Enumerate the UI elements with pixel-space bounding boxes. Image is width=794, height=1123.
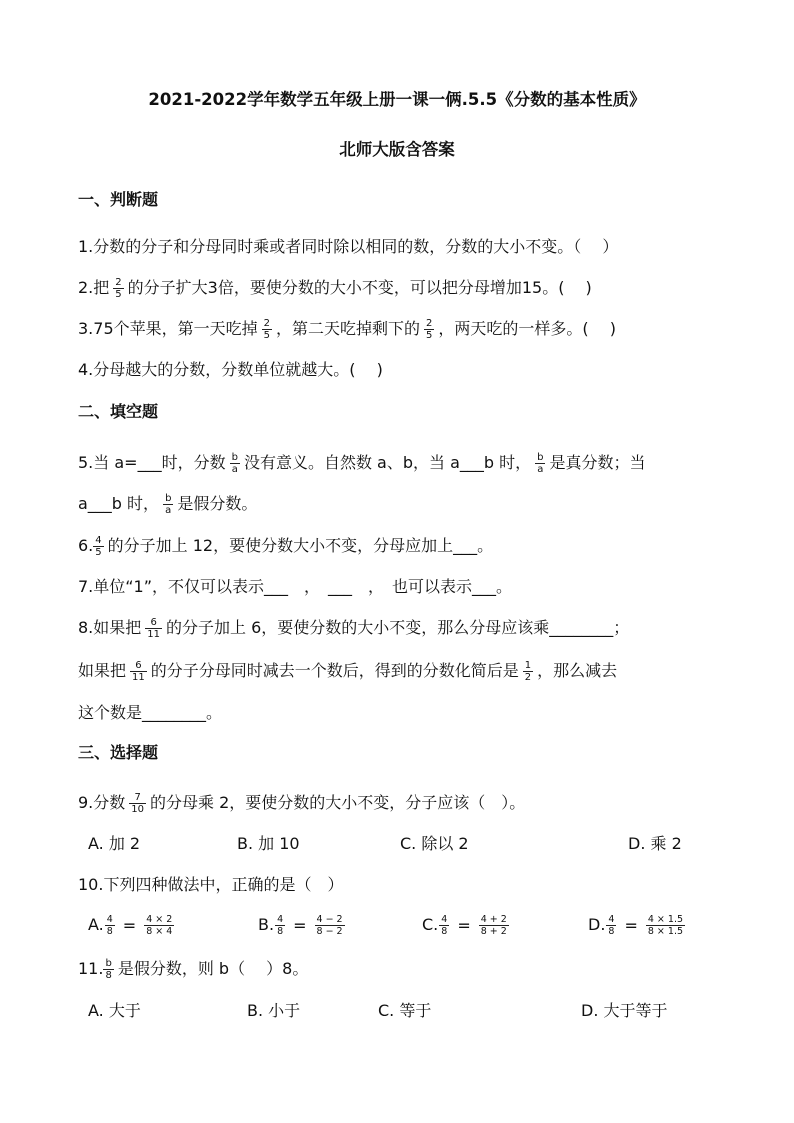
question-11-option-d: D. 大于等于 [581, 1001, 668, 1020]
equals-sign: = [457, 915, 471, 935]
question-4: 4.分母越大的分数，分数单位就越大。( ) [78, 360, 383, 379]
fraction-2-5 [262, 318, 272, 341]
question-8-text-d: 的分子分母同时减去一个数后，得到的分数化简后是 [150, 661, 519, 680]
question-2 [78, 277, 592, 300]
fraction-denominator: 2 [524, 672, 532, 683]
fraction-left [275, 914, 285, 937]
fraction-left [439, 914, 449, 937]
question-11-option-c: C. 等于 [378, 1001, 432, 1020]
page-title: 2021-2022学年数学五年级上册一课一俩.5.5《分数的基本性质》 [148, 90, 646, 109]
fraction-denominator: 5 [426, 330, 433, 341]
fraction-b-a [535, 452, 545, 475]
fraction-denominator: a [230, 463, 240, 475]
fraction-denominator: 10 [131, 804, 145, 815]
fraction-denominator: 8 [608, 926, 615, 937]
question-11-text-b: 是假分数，则 b（ ）8。 [117, 959, 309, 978]
question-3-text-a: 3.75个苹果，第一天吃掉 [78, 319, 258, 338]
fraction-numerator: 4 [106, 914, 113, 925]
fraction-numerator: 2 [115, 277, 122, 288]
question-10: 10.下列四种做法中，正确的是（ ） [78, 875, 344, 894]
option-label: A. [88, 915, 104, 934]
question-11-text-a: 11. [78, 959, 104, 978]
question-3-text-b: ，第二天吃掉剩下的 [276, 319, 421, 338]
fraction-b-a [163, 493, 173, 516]
fraction-right [144, 914, 174, 937]
question-5-text-d: a___b 时， [78, 494, 160, 513]
question-9-option-c: C. 除以 2 [400, 834, 469, 853]
question-5-line-2 [78, 493, 257, 516]
fraction-denominator: a [163, 504, 173, 516]
question-3-text-c: ，两天吃的一样多。( ) [438, 319, 616, 338]
section-heading-true-false: 一、判断题 [78, 190, 159, 209]
question-8-line-1 [78, 617, 629, 640]
section-heading-multiple-choice: 三、选择题 [78, 743, 159, 762]
fraction-2-5 [113, 277, 123, 300]
fraction-denominator: 8 [106, 926, 113, 937]
fraction-numerator: 4 [95, 535, 102, 546]
fraction-numerator: 4 × 1.5 [647, 914, 684, 925]
question-5-text-c: 是真分数；当 [549, 453, 646, 472]
fraction-numerator: b [105, 958, 112, 969]
fraction-1-2 [523, 660, 533, 683]
fraction-numerator: 2 [426, 318, 433, 329]
question-5-text-a: 5.当 a=___时，分数 [78, 453, 226, 472]
question-8-text-e: ，那么减去 [537, 661, 618, 680]
fraction-denominator: 8 − 2 [316, 926, 343, 937]
option-label: B. [258, 915, 275, 934]
fraction-numerator: 4 [441, 914, 448, 925]
question-6-text-b: 的分子加上 12，要使分数大小不变，分母应加上___。 [107, 536, 494, 555]
fraction-b-8 [103, 958, 113, 981]
question-3 [78, 318, 616, 341]
fraction-denominator: 8 [441, 926, 448, 937]
fraction-7-10 [129, 792, 146, 815]
fraction-6-11 [145, 617, 162, 640]
fraction-numerator: 2 [263, 318, 271, 329]
question-8-text-c: 如果把 [78, 661, 127, 680]
fraction-denominator: 8 [105, 970, 112, 981]
question-9 [78, 792, 525, 815]
equals-sign: = [122, 915, 137, 935]
question-1: 1.分数的分子和分母同时乘或者同时除以相同的数，分数的大小不变。（ ） [78, 237, 619, 256]
fraction-denominator: 11 [132, 672, 145, 683]
fraction-denominator: 8 + 2 [480, 926, 507, 937]
fraction-right [646, 914, 685, 937]
fraction-numerator: 7 [134, 792, 141, 803]
question-11-option-b: B. 小于 [247, 1001, 301, 1020]
question-7: 7.单位“1”，不仅可以表示___ ， ___ ， 也可以表示___。 [78, 577, 513, 596]
question-11-option-a: A. 大于 [88, 1001, 141, 1020]
fraction-numerator: 4 − 2 [316, 914, 343, 925]
fraction-denominator: 11 [147, 629, 161, 640]
fraction-6-11 [130, 660, 147, 683]
fraction-4-5 [93, 535, 103, 558]
question-8-line-2 [78, 660, 617, 683]
section-heading-fill-blank: 二、填空题 [78, 402, 159, 421]
question-6 [78, 535, 493, 558]
question-10-option-b [258, 914, 349, 937]
fraction-denominator: 5 [95, 547, 102, 558]
fraction-numerator: 1 [524, 660, 532, 671]
option-label: D. [588, 915, 606, 934]
fraction-numerator: 6 [150, 617, 157, 628]
question-5-line-1 [78, 452, 646, 475]
fraction-left [105, 914, 115, 937]
question-6-text-a: 6. [78, 536, 94, 555]
fraction-denominator: 8 × 1.5 [647, 926, 684, 937]
fraction-numerator: b [165, 493, 172, 504]
fraction-numerator: 6 [135, 660, 142, 671]
question-9-text-b: 的分母乘 2，要使分数的大小不变，分子应该（ ）。 [150, 793, 526, 812]
question-2-text-a: 2.把 [78, 278, 110, 297]
fraction-numerator: 4 + 2 [480, 914, 507, 925]
question-10-option-a [88, 914, 178, 937]
question-11 [78, 958, 308, 981]
equals-sign: = [293, 915, 307, 935]
question-9-text-a: 9.分数 [78, 793, 126, 812]
fraction-denominator: 5 [263, 330, 271, 341]
question-9-option-d: D. 乘 2 [628, 834, 682, 853]
fraction-numerator: b [231, 452, 238, 463]
fraction-right [315, 914, 345, 937]
fraction-numerator: b [537, 452, 544, 463]
fraction-b-a [230, 452, 240, 475]
question-5-text-e: 是假分数。 [177, 494, 258, 513]
fraction-numerator: 4 [277, 914, 284, 925]
fraction-right [479, 914, 509, 937]
fraction-numerator: 4 × 2 [146, 914, 173, 925]
question-9-option-b: B. 加 10 [237, 834, 300, 853]
fraction-left [606, 914, 616, 937]
question-10-option-d [588, 914, 689, 937]
question-8-text-a: 8.如果把 [78, 618, 142, 637]
question-8-line-3: 这个数是________。 [78, 703, 223, 722]
fraction-denominator: 8 [277, 926, 284, 937]
question-8-text-b: 的分子加上 6，要使分数的大小不变，那么分母应该乘________； [166, 618, 630, 637]
fraction-denominator: 8 × 4 [146, 926, 173, 937]
option-label: C. [422, 915, 439, 934]
fraction-numerator: 4 [608, 914, 615, 925]
fraction-2-5 [424, 318, 434, 341]
question-10-option-c [422, 914, 513, 937]
fraction-denominator: a [535, 463, 545, 475]
question-2-text-b: 的分子扩大3倍，要使分数的大小不变，可以把分母增加15。( ) [127, 278, 592, 297]
page-subtitle: 北师大版含答案 [339, 140, 455, 159]
equals-sign: = [624, 915, 638, 935]
question-9-option-a: A. 加 2 [88, 834, 141, 853]
question-5-text-b: 没有意义。自然数 a、b，当 a___b 时， [243, 453, 532, 472]
fraction-denominator: 5 [115, 289, 122, 300]
